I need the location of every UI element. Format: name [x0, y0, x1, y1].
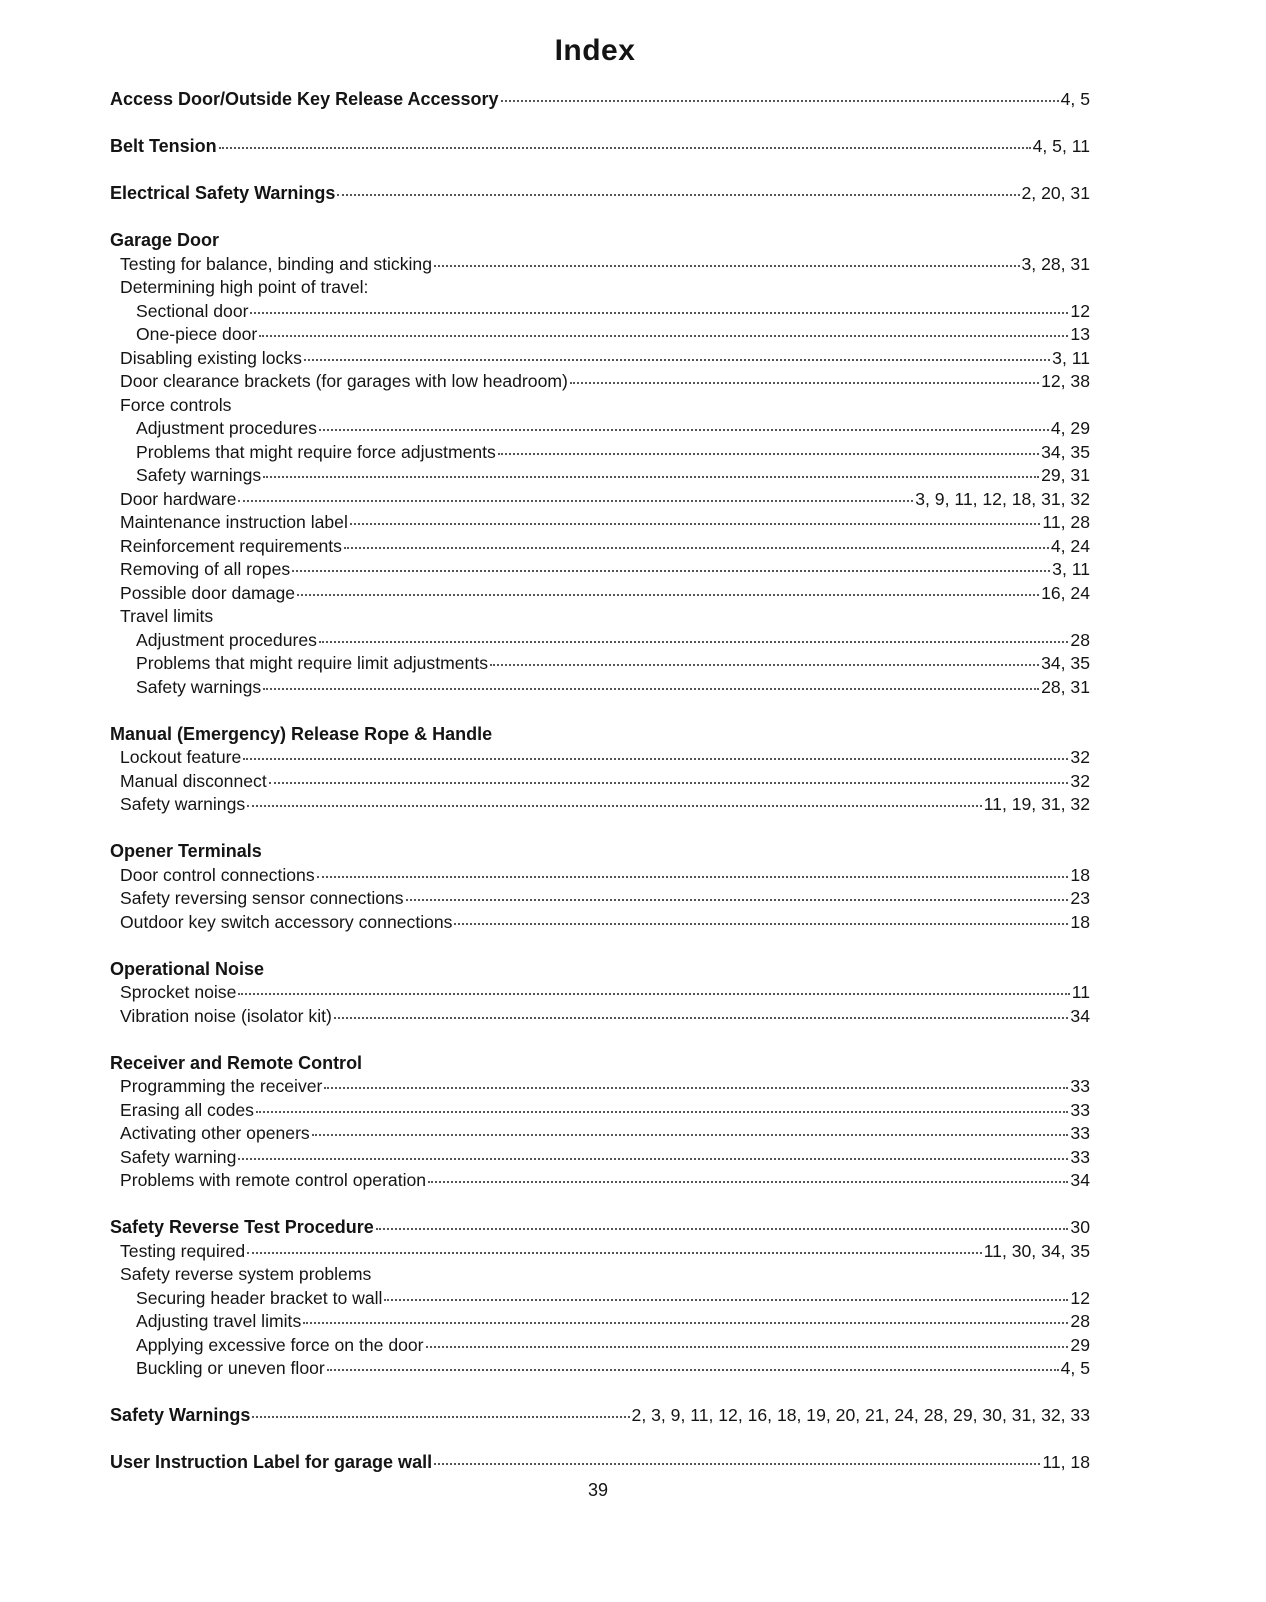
index-entry	[110, 441, 1090, 465]
entry-pages: 11, 28	[1042, 512, 1090, 532]
entry-label: Problems that might require force adjustments	[136, 441, 496, 462]
index-heading	[110, 1404, 1090, 1428]
entry-label: Maintenance instruction label	[120, 512, 348, 532]
entry-label: Sectional door	[136, 300, 249, 321]
dot-leader	[434, 265, 1020, 267]
dot-leader	[501, 100, 1059, 102]
entry-label: User Instruction Label for garage wall	[110, 1452, 433, 1472]
entry-label: Opener Terminals	[110, 841, 262, 861]
entry-label: Reinforcement requirements	[120, 535, 342, 556]
entry-label: Erasing all codes	[120, 1099, 254, 1120]
entry-pages: 18	[1070, 864, 1090, 885]
entry-label: Operational Noise	[110, 958, 265, 979]
index-entry	[110, 1310, 1090, 1334]
entry-pages: 32	[1070, 747, 1090, 767]
entry-pages: 13	[1070, 324, 1090, 344]
entry-label: Door control connections	[120, 864, 315, 885]
entry-label: Testing for balance, binding and sticking	[120, 253, 432, 274]
dot-leader	[384, 1299, 1068, 1301]
entry-label: Determining high point of travel:	[120, 277, 369, 297]
dot-leader	[498, 453, 1039, 455]
dot-leader	[303, 1322, 1068, 1324]
entry-label: Receiver and Remote Control	[110, 1052, 363, 1073]
dot-leader	[219, 147, 1031, 149]
dot-leader	[256, 1111, 1068, 1113]
dot-leader	[434, 1463, 1040, 1465]
entry-pages: 3, 28, 31	[1021, 253, 1090, 274]
entry-label: Adjustment procedures	[136, 629, 317, 650]
index-entry	[110, 582, 1090, 606]
entry-label: Safety reverse system problems	[120, 1264, 372, 1284]
entry-pages: 12	[1070, 300, 1090, 321]
entry-label: Door hardware	[120, 488, 237, 509]
index-entry	[110, 323, 1090, 347]
index-entry	[110, 864, 1090, 888]
entry-label: Safety warnings	[136, 465, 262, 485]
index-heading	[110, 958, 1090, 982]
index-entry	[110, 1122, 1090, 1146]
entry-pages: 32	[1070, 770, 1090, 791]
dot-leader	[570, 382, 1039, 384]
entry-pages: 11	[1071, 982, 1090, 1002]
entry-pages: 4, 24	[1050, 535, 1090, 556]
index-heading	[110, 182, 1090, 206]
dot-leader	[350, 523, 1041, 525]
entry-pages: 3, 9, 11, 12, 18, 31, 32	[915, 488, 1090, 509]
index-entry	[110, 887, 1090, 911]
entry-label: Safety warnings	[136, 676, 262, 697]
index-entry	[110, 511, 1090, 535]
page-number: 39	[587, 1480, 609, 1500]
entry-pages: 12, 38	[1041, 371, 1090, 391]
dot-leader	[426, 1346, 1069, 1348]
entry-pages: 34	[1070, 1005, 1090, 1026]
entry-label: Buckling or uneven floor	[136, 1358, 325, 1378]
entry-label: Vibration noise (isolator kit)	[120, 1005, 332, 1026]
entry-label: Testing required	[120, 1240, 246, 1261]
index-entry	[110, 488, 1090, 512]
dot-leader	[319, 641, 1069, 643]
entry-pages: 34, 35	[1041, 441, 1090, 462]
entry-label: Problems that might require limit adjustments	[136, 653, 489, 673]
index-entry	[110, 793, 1090, 817]
index-entry	[110, 1334, 1090, 1358]
index-entry	[110, 300, 1090, 324]
index-entry	[110, 1240, 1090, 1264]
dot-leader	[247, 805, 982, 807]
dot-leader	[247, 1252, 982, 1254]
dot-leader	[406, 899, 1069, 901]
entry-pages: 34	[1070, 1170, 1090, 1190]
dot-leader	[428, 1181, 1068, 1183]
entry-pages: 28	[1070, 1311, 1090, 1331]
entry-label: Safety reversing sensor connections	[120, 888, 404, 908]
entry-pages: 33	[1070, 1099, 1090, 1120]
index-entry	[110, 770, 1090, 794]
dot-leader	[238, 1158, 1068, 1160]
dot-leader	[324, 1087, 1068, 1089]
entry-pages: 2, 3, 9, 11, 12, 16, 18, 19, 20, 21, 24, 28, 29, 30, 31, 32, 33	[631, 1405, 1090, 1425]
index-heading	[110, 1451, 1090, 1475]
entry-label: Belt Tension	[110, 136, 217, 156]
entry-label: Applying excessive force on the door	[136, 1334, 424, 1355]
index-entry	[110, 746, 1090, 770]
entry-label: Sprocket noise	[120, 982, 237, 1002]
entry-label: Possible door damage	[120, 582, 296, 603]
entry-pages: 12	[1070, 1287, 1090, 1308]
entry-pages: 28, 31	[1041, 676, 1090, 697]
entry-label: Lockout feature	[120, 747, 242, 767]
entry-label: Safety warning	[120, 1146, 237, 1167]
index-heading	[110, 229, 1090, 253]
entry-pages: 29, 31	[1041, 465, 1090, 485]
index-entry	[110, 629, 1090, 653]
dot-leader	[259, 335, 1068, 337]
index-entry	[110, 676, 1090, 700]
dot-leader	[292, 570, 1050, 572]
index-entry	[110, 605, 1090, 629]
dot-leader	[319, 429, 1049, 431]
entry-label: Adjusting travel limits	[136, 1311, 302, 1331]
entry-pages: 33	[1070, 1146, 1090, 1167]
dot-leader	[238, 500, 913, 502]
entry-label: Problems with remote control operation	[120, 1170, 427, 1190]
index-entry	[110, 464, 1090, 488]
index-entry	[110, 981, 1090, 1005]
entry-pages: 23	[1070, 888, 1090, 908]
entry-pages: 4, 29	[1050, 418, 1090, 438]
index-entry	[110, 535, 1090, 559]
dot-leader	[312, 1134, 1069, 1136]
entry-label: Disabling existing locks	[120, 347, 302, 368]
index-entry	[110, 1075, 1090, 1099]
entry-label: Safety warnings	[120, 794, 246, 814]
entry-pages: 33	[1070, 1076, 1090, 1096]
index-heading	[110, 723, 1090, 747]
entry-pages: 4, 5, 11	[1032, 136, 1090, 156]
index-entry	[110, 347, 1090, 371]
entry-pages: 11, 18	[1042, 1452, 1090, 1472]
entry-label: Programming the receiver	[120, 1076, 323, 1096]
dot-leader	[317, 876, 1069, 878]
entry-label: Securing header bracket to wall	[136, 1287, 383, 1308]
entry-label: Access Door/Outside Key Release Accessory	[110, 89, 499, 109]
index-entry	[110, 417, 1090, 441]
index-entry	[110, 1357, 1090, 1381]
entry-pages: 34, 35	[1041, 653, 1090, 673]
entry-pages: 4, 5	[1060, 89, 1090, 109]
index-entry	[110, 253, 1090, 277]
entry-label: Door clearance brackets (for garages with low headroom)	[120, 371, 568, 391]
entry-label: Force controls	[120, 394, 232, 415]
dot-leader	[344, 547, 1049, 549]
entry-pages: 29	[1070, 1334, 1090, 1355]
entry-label: Activating other openers	[120, 1123, 310, 1143]
dot-leader	[297, 594, 1039, 596]
entry-label: Safety Reverse Test Procedure	[110, 1217, 374, 1237]
entry-label: Travel limits	[120, 606, 214, 626]
dot-leader	[304, 359, 1050, 361]
entry-pages: 3, 11	[1052, 559, 1090, 579]
entry-pages: 11, 30, 34, 35	[983, 1240, 1090, 1261]
index-heading	[110, 1052, 1090, 1076]
entry-label: Safety Warnings	[110, 1405, 251, 1425]
index-entry	[110, 1263, 1090, 1287]
entry-pages: 28	[1070, 629, 1090, 650]
index-entry	[110, 1099, 1090, 1123]
entry-label: Adjustment procedures	[136, 418, 317, 438]
dot-leader	[327, 1369, 1059, 1371]
dot-leader	[263, 476, 1039, 478]
entry-label: Manual (Emergency) Release Rope & Handle	[110, 723, 493, 744]
index-list	[110, 88, 1090, 1475]
index-entry	[110, 370, 1090, 394]
entry-pages: 30	[1070, 1217, 1090, 1237]
entry-pages: 4, 5	[1060, 1358, 1090, 1378]
dot-leader	[238, 993, 1069, 995]
entry-pages: 16, 24	[1041, 582, 1090, 603]
index-entry	[110, 1169, 1090, 1193]
dot-leader	[250, 312, 1068, 314]
dot-leader	[376, 1228, 1069, 1230]
index-entry	[110, 1146, 1090, 1170]
dot-leader	[490, 664, 1039, 666]
entry-pages: 11, 19, 31, 32	[983, 794, 1090, 814]
dot-leader	[454, 923, 1068, 925]
index-entry	[110, 911, 1090, 935]
index-heading	[110, 1216, 1090, 1240]
index-entry	[110, 394, 1090, 418]
index-heading	[110, 88, 1090, 112]
entry-pages: 2, 20, 31	[1021, 183, 1090, 203]
entry-label: Garage Door	[110, 230, 220, 250]
index-entry	[110, 1287, 1090, 1311]
dot-leader	[334, 1017, 1069, 1019]
dot-leader	[263, 688, 1039, 690]
entry-label: Outdoor key switch accessory connections	[120, 911, 453, 932]
entry-label: Manual disconnect	[120, 770, 267, 791]
entry-pages: 18	[1070, 911, 1090, 932]
index-heading	[110, 840, 1090, 864]
dot-leader	[243, 758, 1068, 760]
entry-label: Electrical Safety Warnings	[110, 183, 336, 203]
entry-pages: 3, 11	[1052, 347, 1090, 368]
dot-leader	[269, 782, 1069, 784]
dot-leader	[252, 1416, 629, 1418]
index-heading	[110, 135, 1090, 159]
entry-label: Removing of all ropes	[120, 559, 291, 579]
entry-pages: 33	[1070, 1123, 1090, 1143]
index-entry	[110, 652, 1090, 676]
dot-leader	[337, 194, 1019, 196]
page-title: Index	[554, 34, 636, 67]
entry-label: One-piece door	[136, 324, 258, 344]
index-entry	[110, 558, 1090, 582]
index-entry	[110, 1005, 1090, 1029]
index-entry	[110, 276, 1090, 300]
